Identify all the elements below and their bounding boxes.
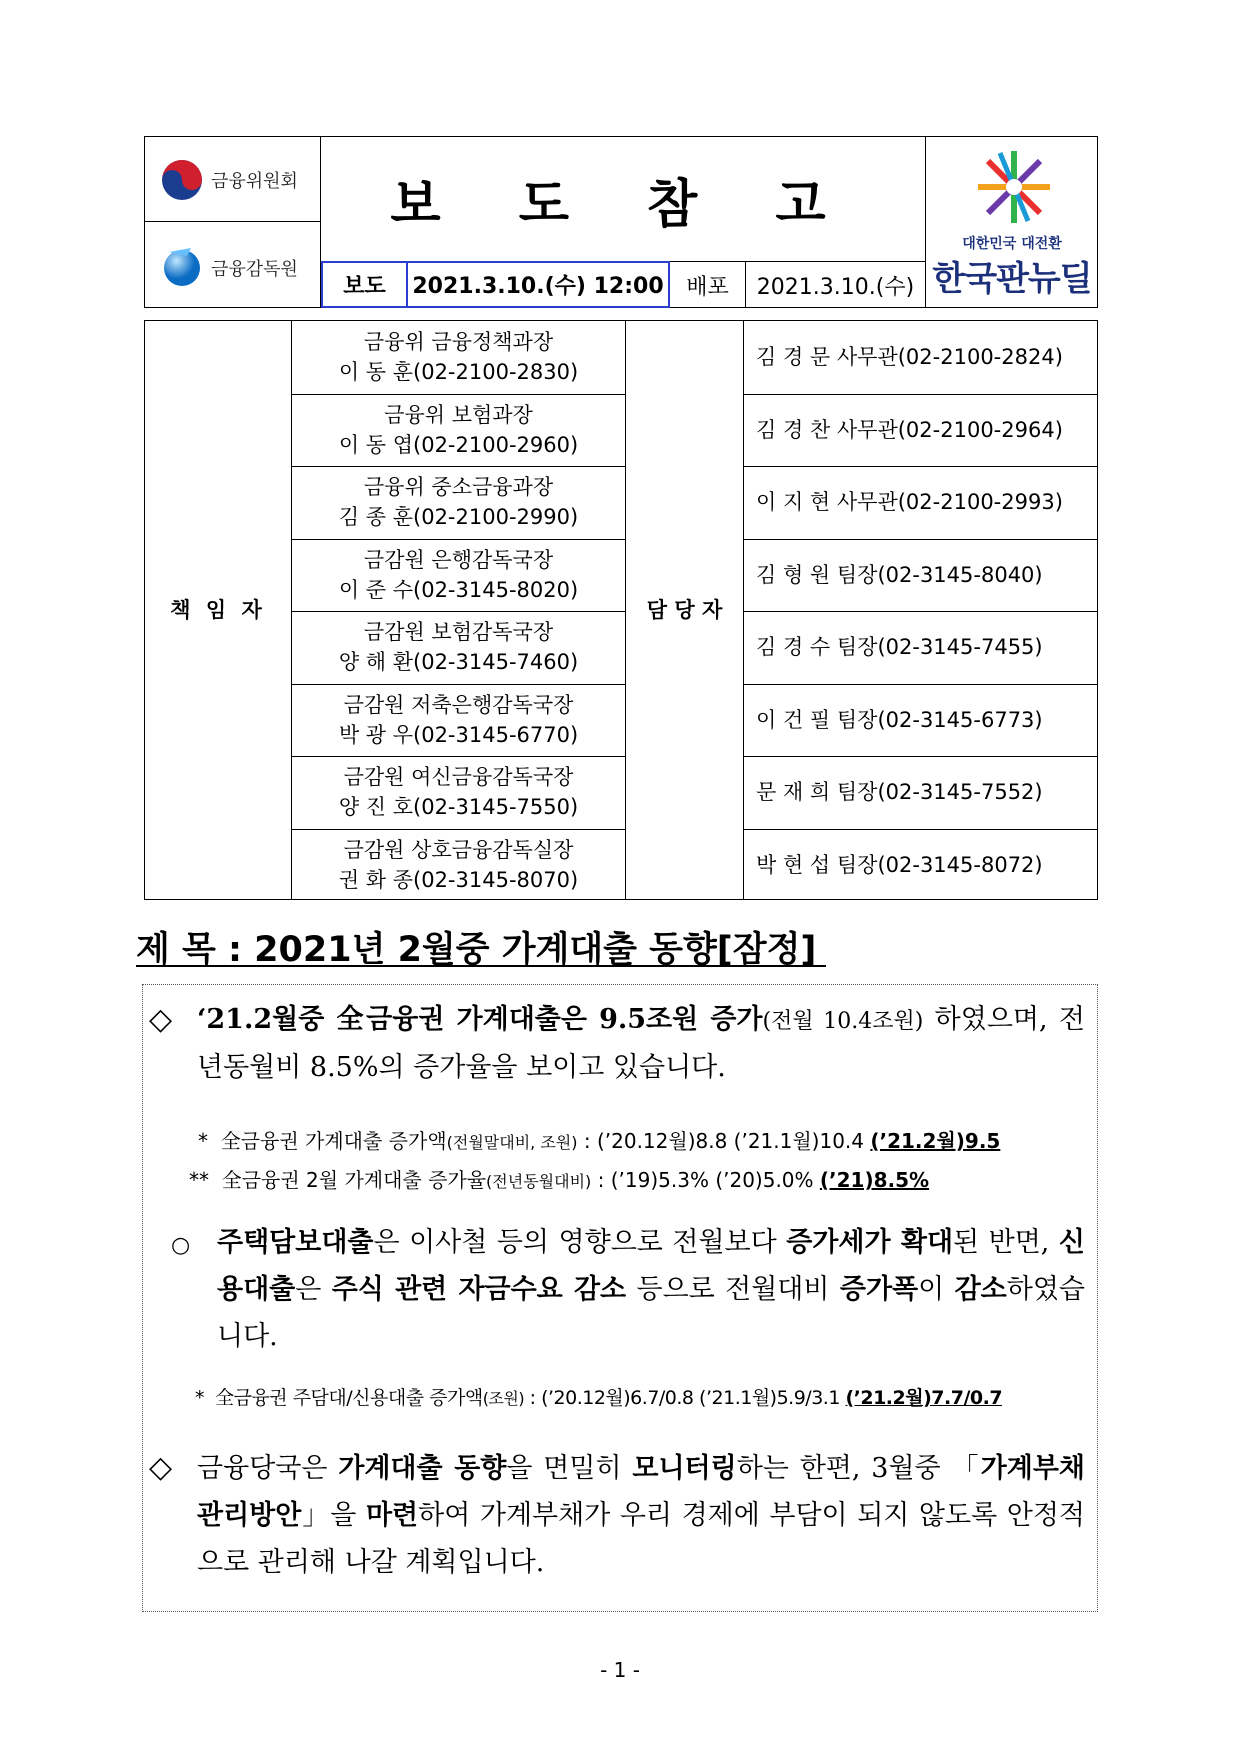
p3-text-1: 금융당국은 [197, 1453, 339, 1484]
staff-name-phone: 김 형 원 팀장(02-3145-8040) [756, 562, 1043, 587]
note-3 [195, 1383, 1002, 1410]
p2-text-4: 등으로 전월대비 [626, 1274, 840, 1305]
staff-label: 담 당 자 [646, 598, 723, 622]
responsible-name-phone: 이 준 수(02-3145-8020) [338, 577, 579, 602]
distribution-label: 배포 [670, 262, 746, 308]
p2-text-5: 이 [918, 1274, 955, 1305]
summary-paragraph-2 [217, 1219, 1085, 1360]
diamond-bullet-2: ◇ [149, 1450, 173, 1485]
responsible-entry [292, 829, 625, 902]
note-3-unit: (조원) [482, 1389, 525, 1408]
p3-text-5: 하여 가계부채가 우리 경제에 부담이 되지 않도록 안정적으로 관리해 나갈 계획입니다. [197, 1500, 1085, 1578]
note-2-prefix: ** [189, 1168, 209, 1192]
p2-text-1: 은 이사철 등의 영향으로 전월보다 [373, 1227, 787, 1258]
responsible-entry [292, 684, 625, 757]
responsible-dept: 금감원 저축은행감독국장 [343, 692, 574, 717]
brand-name: 한국판뉴딜 [932, 259, 1092, 299]
responsible-dept: 금감원 여신금융감독국장 [343, 765, 574, 790]
responsible-dept: 금감원 상호금융감독실장 [343, 837, 574, 862]
responsible-name-phone: 권 화 종(02-3145-8070) [338, 867, 579, 892]
p2-increase: 증가세가 확대 [786, 1227, 954, 1258]
summary-paragraph-3 [197, 1445, 1085, 1586]
new-deal-star-icon [974, 147, 1054, 227]
summary-box [142, 984, 1098, 1612]
note-2-highlight: (’21)8.5% [819, 1168, 930, 1192]
p2-growth: 증가폭 [839, 1274, 919, 1305]
doc-type-title: 보 도 참 고 [390, 174, 856, 235]
summary-paragraph-1 [197, 997, 1085, 1091]
p1-rest: 하였으며, 전년동월비 8.5%의 증가율을 보이고 있습니다. [197, 1004, 1085, 1083]
staff-name-phone: 박 현 섭 팀장(02-3145-8072) [756, 852, 1043, 877]
note-2-unit: (전년동월대비) [486, 1172, 592, 1191]
note-2-values: : (’19)5.3% (’20)5.0% [591, 1168, 820, 1192]
responsible-dept: 금융위 중소금융과장 [363, 475, 554, 500]
staff-name-phone: 이 지 현 사무관(02-2100-2993) [756, 490, 1063, 515]
diamond-bullet-1: ◇ [149, 1002, 173, 1037]
org2-name: 금융감독원 [211, 259, 298, 280]
brand-tagline: 대한민국 대전환 [962, 236, 1062, 252]
release-row [321, 261, 925, 308]
responsible-entry [292, 394, 625, 467]
p2-text-6: 하였습니다. [217, 1274, 1085, 1352]
contact-table [144, 320, 1098, 900]
p3-monitoring: 모니터링 [632, 1453, 737, 1484]
p1-key: 全금융권 가계대출은 9.5조원 증가 [336, 1004, 763, 1035]
press-header [144, 136, 1098, 308]
p1-lead: ‘21.2월중 [197, 1004, 337, 1035]
responsible-name-phone: 김 종 훈(02-2100-2990) [338, 505, 579, 530]
release-label: 보도 [321, 261, 408, 308]
staff-name-phone: 김 경 문 사무관(02-2100-2824) [756, 345, 1063, 370]
responsible-name-phone: 이 동 훈(02-2100-2830) [338, 360, 579, 385]
distribution-date: 2021.3.10.(수) [756, 274, 915, 300]
responsible-dept: 금융위 보험과장 [384, 402, 533, 427]
responsible-dept: 금감원 은행감독국장 [363, 547, 554, 572]
page-number: - 1 - [600, 1658, 640, 1682]
responsible-name-phone: 이 동 엽(02-2100-2960) [338, 432, 579, 457]
note-3-prefix: * [195, 1387, 204, 1409]
p2-text-3: 은 [295, 1274, 332, 1305]
note-2-label: 全금융권 2월 가계대출 증가율 [221, 1168, 487, 1192]
p3-text-2: 을 면밀히 [506, 1453, 633, 1484]
p2-mortgage: 주택담보대출 [217, 1227, 374, 1258]
responsible-entry [292, 611, 625, 684]
p2-demand: 주식 관련 자금수요 감소 [331, 1274, 627, 1305]
note-3-label: 全금융권 주담대/신용대출 증가액 [215, 1387, 483, 1409]
responsible-name-phone: 박 광 우(02-3145-6770) [338, 722, 579, 747]
p3-trend: 가계대출 동향 [338, 1453, 507, 1484]
p3-plan: 가계부채 관리방안 [197, 1453, 1085, 1531]
staff-name-phone: 이 건 필 팀장(02-3145-6773) [756, 707, 1043, 732]
p2-decrease: 감소 [954, 1274, 1007, 1305]
new-deal-brand [925, 137, 1099, 308]
responsible-entry [292, 756, 625, 829]
circle-bullet: ○ [171, 1233, 191, 1258]
note-1-label: 全금융권 가계대출 증가액 [220, 1129, 447, 1153]
staff-name-phone: 김 경 찬 사무관(02-2100-2964) [756, 417, 1063, 442]
responsible-entry [292, 539, 625, 612]
staff-name-phone: 김 경 수 팀장(02-3145-7455) [756, 635, 1043, 660]
note-2 [189, 1164, 929, 1193]
p3-text-4: 」을 [301, 1500, 366, 1531]
release-datetime: 2021.3.10.(수) 12:00 [408, 261, 670, 308]
subject-underline [136, 965, 826, 967]
org1-name: 금융위원회 [211, 171, 298, 192]
responsible-name-phone: 양 해 환(02-3145-7460) [338, 650, 579, 675]
responsible-label: 책 임 자 [170, 598, 266, 622]
taeguk-icon [161, 159, 203, 201]
staff-name-phone: 문 재 희 팀장(02-3145-7552) [756, 780, 1043, 805]
p3-text-3: 하는 한편, 3월중 「 [736, 1453, 981, 1484]
responsible-dept: 금감원 보험감독국장 [363, 620, 554, 645]
note-1 [198, 1125, 1000, 1154]
fsc-logo-cell [145, 137, 321, 222]
globe-icon [161, 246, 203, 288]
fss-logo-cell [145, 222, 321, 308]
note-3-highlight: (’21.2월)7.7/0.7 [845, 1387, 1003, 1409]
note-1-highlight: (’21.2월)9.5 [870, 1129, 1001, 1153]
p2-text-2: 된 반면, [953, 1227, 1059, 1258]
p2-credit: 신용대출 [217, 1227, 1085, 1305]
p1-aside: (전월 10.4조원) [762, 1009, 924, 1034]
p3-prepare: 마련 [365, 1500, 419, 1531]
responsible-entry [292, 321, 625, 394]
note-3-values: : (’20.12월)6.7/0.8 (’21.1월)5.9/3.1 [524, 1387, 846, 1409]
subject-title: 제 목 : 2021년 2월중 가계대출 동향[잠정] [136, 930, 817, 970]
responsible-entry [292, 466, 625, 539]
note-1-prefix: * [198, 1129, 208, 1153]
responsible-name-phone: 양 진 호(02-3145-7550) [338, 795, 579, 820]
note-1-unit: (전월말대비, 조원) [446, 1133, 578, 1152]
note-1-values: : (’20.12월)8.8 (’21.1월)10.4 [577, 1129, 871, 1153]
responsible-dept: 금융위 금융정책과장 [363, 330, 554, 355]
